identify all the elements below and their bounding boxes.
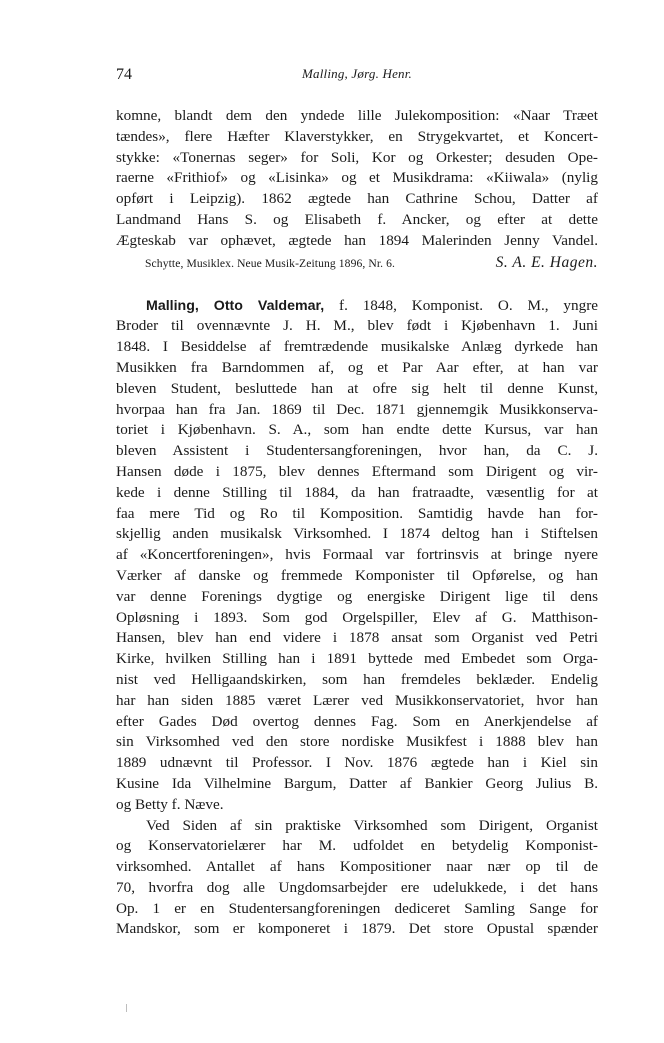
- text-line: bleven Student, besluttede han at ofre sig helt til denne Kunst,: [116, 379, 598, 397]
- entry-malling-otto: [116, 296, 598, 941]
- entry-name: Malling, Otto Valdemar,: [146, 297, 325, 314]
- text-line: Broder til ovennævnte J. H. M., blev født i Kjøbenhavn 1. Juni: [116, 317, 598, 335]
- text-line: Musikken fra Barndommen af, og et Par Aar efter, at han var: [116, 358, 598, 376]
- running-head: Malling, Jørg. Henr.: [301, 66, 413, 81]
- text-line: Kirke, hvilken Stilling han i 1891 byttede med Embedet som Orga-: [116, 650, 598, 668]
- text-line: efter Gades Død overtog dennes Fag. Som en Anerkjendelse af: [116, 712, 598, 730]
- text-line: af «Koncertforeningen», hvis Formaal var fortrinsvis at bringe nyere: [116, 546, 598, 564]
- text-line: 1848. I Besiddelse af fremtrædende musikalske Anlæg dyrkede han: [116, 338, 598, 356]
- page-header: [116, 66, 598, 90]
- text-line: toriet i Kjøbenhavn. S. A., som han endte dette Kursus, var han: [116, 421, 598, 439]
- entry-separator: [116, 274, 598, 296]
- entry-author: S. A. E. Hagen.: [495, 253, 598, 271]
- text-line: Hansen, blev han end videre i 1878 ansat som Organist ved Petri: [116, 629, 598, 647]
- text-line: Op. 1 er en Studentersangforeningen dediceret Samling Sange for: [116, 899, 598, 917]
- text-line: virksomhed. Antallet af hans Kompositioner naar nær op til de: [116, 858, 598, 876]
- text-line: stykke: «Tonernas seger» for Soli, Kor og Orkester; desuden Ope-: [116, 148, 598, 166]
- text-line: 1889 udnævnt til Professor. I Nov. 1876 ægtede han i Kiel sin: [116, 754, 598, 772]
- text-line: Landmand Hans S. og Elisabeth f. Ancker, og efter at dette: [116, 210, 598, 228]
- entry-continuation: [116, 106, 598, 274]
- text-line: 70, hvorfra dog alle Ungdomsarbejder ere udelukkede, i det hans: [116, 878, 598, 896]
- text-line: har han siden 1885 været Lærer ved Musikkonservatoriet, hvor han: [116, 691, 598, 709]
- text-line: Værker af danske og fremmede Komponister til Opførelse, og han: [116, 566, 598, 584]
- text-line: opført i Leipzig). 1862 ægtede han Cathrine Schou, Datter af: [116, 190, 598, 208]
- text-line: var denne Forenings dygtige og energiske Dirigent lige til dens: [116, 587, 598, 605]
- text-line: Opløsning i 1893. Som god Orgelspiller, Elev af G. Matthison-: [116, 608, 598, 626]
- text-line: Kusine Ida Vilhelmine Bargum, Datter af Bankier Georg Julius B.: [116, 774, 598, 792]
- margin-mark: [126, 1004, 127, 1012]
- text-line: Ved Siden af sin praktiske Virksomhed som Dirigent, Organist: [146, 816, 598, 834]
- text-line: hvorpaa han fra Jan. 1869 til Dec. 1871 gjennemgik Musikkonserva-: [116, 400, 598, 418]
- entry-first-line: [116, 296, 598, 317]
- text-line: kede i denne Stilling til 1884, da han fratraadte, væsentlig for at: [116, 483, 598, 501]
- page-number: 74: [116, 66, 132, 83]
- text-line: bleven Assistent i Studentersangforeningen, hvor han, da C. J.: [116, 442, 598, 460]
- text-line: og Betty f. Næve.: [116, 795, 224, 813]
- text-line: Hansen døde i 1875, blev dennes Eftermand som Dirigent og vir-: [116, 462, 598, 480]
- entry-first-line-text: f. 1848, Komponist. O. M., yngre: [324, 296, 598, 314]
- source-references: Schytte, Musiklex. Neue Musik-Zeitung 1896, Nr. 6.: [145, 256, 396, 270]
- text-line: nist ved Helligaandskirken, som han fremdeles beklæder. Endelig: [116, 670, 598, 688]
- text-line: komne, blandt dem den yndede lille Julekomposition: «Naar Træet: [116, 107, 598, 124]
- text-line: tændes», flere Hæfter Klaverstykker, en Strygekvartet, et Koncert-: [116, 127, 598, 145]
- text-line: sin Virksomhed ved den store nordiske Musikfest i 1888 blev han: [116, 733, 598, 751]
- text-line: og Konservatorielærer har M. udfoldet en betydelig Komponist-: [116, 837, 598, 855]
- source-citation: [116, 252, 598, 274]
- text-line: Mandskor, som er komponeret i 1879. Det store Opustal spænder: [116, 920, 598, 938]
- text-line: faa mere Tid og Ro til Komposition. Samtidig havde han for-: [116, 504, 598, 522]
- text-line: raerne «Frithiof» og «Lisinka» og et Musikdrama: «Kiiwala» (nylig: [116, 169, 598, 187]
- page-body: [116, 106, 598, 940]
- text-line: skjellig anden musikalsk Virksomhed. I 1874 deltog han i Stiftelsen: [116, 525, 598, 543]
- text-line: Ægteskab var ophævet, ægtede han 1894 Malerinden Jenny Vandel.: [116, 231, 598, 249]
